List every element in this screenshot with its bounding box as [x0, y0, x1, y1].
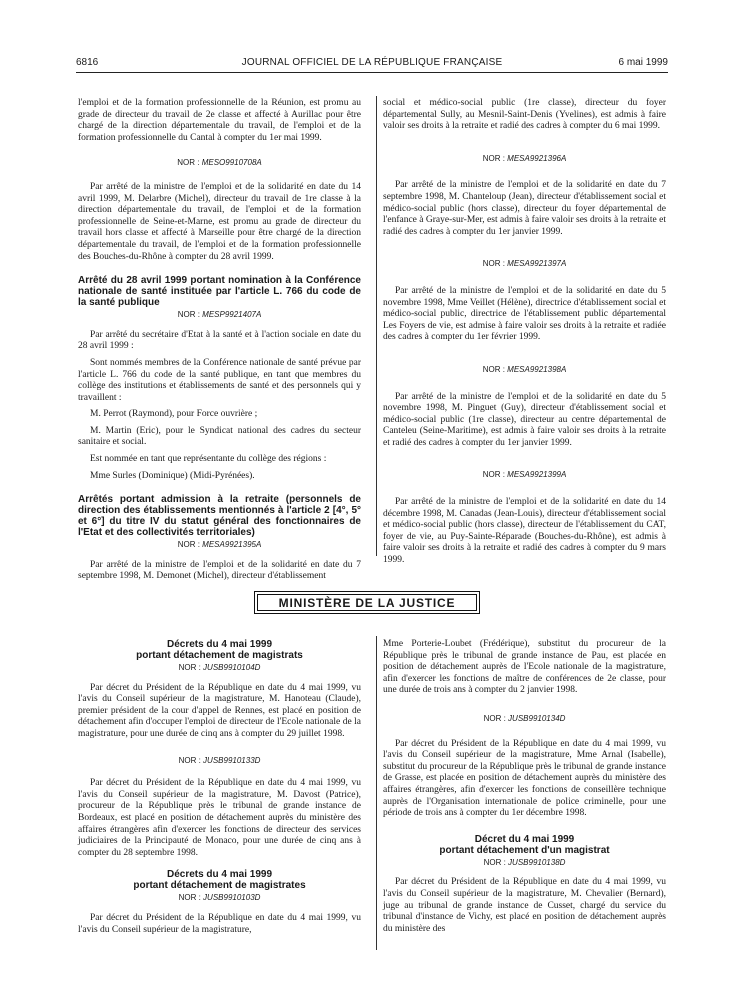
header-rule	[76, 72, 668, 73]
column-divider-upper	[376, 96, 377, 556]
nor-reference: NOR : MESP9921407A	[177, 310, 262, 320]
nor-reference: NOR : MESO9910708A	[177, 158, 262, 168]
ministry-name: MINISTÈRE DE LA JUSTICE	[278, 595, 456, 610]
paragraph: Par décret du Président de la République en date du 4 mai 1999, vu l'avis du Conseil supérieur de la magistrature, M. Davost (Patrice), procureur de la République près le tribunal de grande instance de Bordeaux, est placé en position de détachement auprès du ministère des affaires étrangères afin d'exercer les fonctions de directeur des services judiciaires de la Principauté de Monaco, pour une durée de cinq ans à compter du 28 septembre 1998.	[78, 778, 361, 858]
paragraph: M. Perrot (Raymond), pour Force ouvrière ;	[90, 409, 258, 420]
paragraph: Par décret du Président de la République en date du 4 mai 1999, vu l'avis du Conseil supérieur de la magistrature, M. Chevalier (Bernard), juge au tribunal de grande instance de Cusset, chargé du service du tribunal d'instance de Vichy, est placé en position de détachement auprès du ministère des	[383, 877, 666, 934]
nor-reference: NOR : MESA9921396A	[482, 153, 567, 163]
lower-right-column	[383, 639, 666, 935]
running-header	[76, 57, 668, 71]
section-title: Décrets du 4 mai 1999 portant détachement de magistrates	[133, 869, 306, 892]
nor-reference: NOR : JUSB9910104D	[178, 663, 261, 672]
journal-title: JOURNAL OFFICIEL DE LA RÉPUBLIQUE FRANÇAISE	[241, 57, 503, 68]
paragraph: Par arrêté de la ministre de l'emploi et de la solidarité en date du 7 septembre 1998, M. Chanteloup (Jean), directeur d'établissement social et médico-social public (hors classe), directeur du foyer départemental de l'enfance à Graye-sur-Mer, est admis à faire valoir ses droits à la retraite et radié des cadres à compter du 1er janvier 1999.	[383, 180, 666, 237]
paragraph: Par arrêté du secrétaire d'Etat à la santé et à l'action sociale en date du 28 avril 1999 :	[78, 329, 361, 352]
page-number: 6816	[76, 57, 99, 68]
paragraph: l'emploi et de la formation professionnelle de la Réunion, est promu au grade de directeur du travail de 2e classe et affecté à Aurillac pour être chargé de la direction départementale du travail, de l'emploi et de la formation professionnelle du Cantal à compter du 1er mai 1999.	[78, 98, 361, 143]
nor-reference: NOR : MESA9921395A	[177, 540, 262, 550]
paragraph: Par arrêté de la ministre de l'emploi et de la solidarité en date du 5 novembre 1998, Mme Veillet (Hélène), directrice d'établissement social et médico-social public, directrice de l'établissement public départemental Les Foyers de vie, est admise à faire valoir ses droits à la retraite et radiée des cadres à compter du 1er février 1999.	[383, 285, 666, 343]
nor-reference: NOR : JUSB9910103D	[178, 893, 261, 903]
nor-reference: NOR : MESA9921399A	[482, 470, 567, 480]
nor-reference: NOR : JUSB9910133D	[178, 755, 261, 765]
paragraph: Par arrêté de la ministre de l'emploi et de la solidarité en date du 7 septembre 1998, M. Demonet (Michel), directeur d'établissement	[78, 559, 361, 582]
paragraph: social et médico-social public (1re classe), directeur du foyer départemental Sully, au Mesnil-Saint-Denis (Yvelines), est admis à faire valoir ses droits à la retraite et radié des cadres à compter du 6 mai 1999.	[383, 98, 666, 132]
lower-left-column	[78, 629, 361, 936]
section-title: Arrêtés portant admission à la retraite (personnels de direction des établissements mentionnés à l'article 2 [4°, 5° et 6°] du titre IV du statut général des fonctionnaires de l'Etat et des collectivités territoriales)	[78, 494, 361, 539]
section-title: Décret du 4 mai 1999 portant détachement d'un magistrat	[439, 833, 610, 856]
section-title: Décrets du 4 mai 1999 portant détachement de magistrats	[136, 639, 303, 661]
paragraph: M. Martin (Eric), pour le Syndicat national des cadres du secteur sanitaire et social.	[78, 425, 361, 448]
nor-reference: NOR : MESA9921398A	[482, 364, 567, 374]
paragraph: Par arrêté de la ministre de l'emploi et de la solidarité en date du 5 novembre 1998, M. Pinguet (Guy), directeur d'établissement social et médico-social public (1re classe), directeur au centre départemental de Canteleu (Seine-Maritime), est admis à faire valoir ses droits à la retraite et radié des cadres à compter du 1er janvier 1999.	[383, 391, 666, 448]
upper-left-column	[78, 98, 361, 583]
ministry-heading	[254, 591, 480, 614]
section-title: Arrêté du 28 avril 1999 portant nomination à la Conférence nationale de santé instituée par l'article L. 766 du code de la santé publique	[78, 275, 361, 309]
paragraph: Par arrêté de la ministre de l'emploi et de la solidarité en date du 14 décembre 1998, M. Canadas (Jean-Louis), directeur d'établissement social et médico-social public (hors classe), directeur de l'établissement du CAT, foyer de vie, au Puy-Sainte-Réparade (Bouches-du-Rhône), est admis à faire valoir ses droits à la retraite et radié des cadres à compter du 9 mars 1999.	[383, 497, 666, 566]
paragraph: Par décret du Président de la République en date du 4 mai 1999, vu l'avis du Conseil supérieur de la magistrature,	[78, 912, 361, 935]
paragraph: Mme Porterie-Loubet (Frédérique), substitut du procureur de la République près le tribunal de grande instance de Pau, est placée en position de détachement auprès de l'Ecole nationale de la magistrature, afin d'exercer les fonctions de maître de conférences de 2e classe, pour une durée de trois ans à compter du 2 janvier 1998.	[383, 639, 666, 696]
nor-reference: NOR : MESA9921397A	[482, 259, 567, 269]
nor-reference: NOR : JUSB9910134D	[483, 713, 566, 723]
upper-right-column	[383, 98, 666, 567]
paragraph: Par décret du Président de la République en date du 4 mai 1999, vu l'avis du Conseil supérieur de la magistrature, Mme Arnal (Isabelle), substitut du procureur de la République près le tribunal de grande instance de Grasse, est placée en position de détachement auprès du ministère des affaires étrangères, afin d'exercer les fonctions de conseillère technique auprès de l'Organisation internationale de police criminelle, pour une période de trois ans à compter du 1er décembre 1998.	[383, 738, 666, 819]
issue-date: 6 mai 1999	[618, 57, 668, 68]
column-divider-lower	[376, 636, 377, 950]
nor-reference: NOR : JUSB9910138D	[483, 857, 566, 867]
paragraph: Par décret du Président de la République en date du 4 mai 1999, vu l'avis du Conseil supérieur de la magistrature, M. Hanoteau (Claude), premier président de la cour d'appel de Rennes, est placé en position de détachement afin d'occuper l'emploi de directeur de l'Ecole nationale de la magistrature, pour une durée de cinq ans à compter du 29 juillet 1998.	[78, 682, 361, 739]
paragraph: Par arrêté de la ministre de l'emploi et de la solidarité en date du 14 avril 1999, M. Delarbre (Michel), directeur du travail de 1re classe à la direction départementale du travail, de l'emploi et de la formation professionnelle de Seine-et-Marne, est promu au grade de directeur du travail hors classe et affecté à Marseille pour être chargé de la direction départementale du travail, de l'emploi et de la formation professionnelle des Bouches-du-Rhône à compter du 28 avril 1999.	[78, 181, 361, 262]
paragraph: Est nommée en tant que représentante du collège des régions :	[90, 454, 327, 465]
paragraph: Sont nommés membres de la Conférence nationale de santé prévue par l'article L. 766 du code de la santé publique, en tant que membres du collège des institutions et établissements de santé et des personnels qui y travaillent :	[78, 357, 361, 403]
paragraph: Mme Surles (Dominique) (Midi-Pyrénées).	[90, 470, 255, 481]
